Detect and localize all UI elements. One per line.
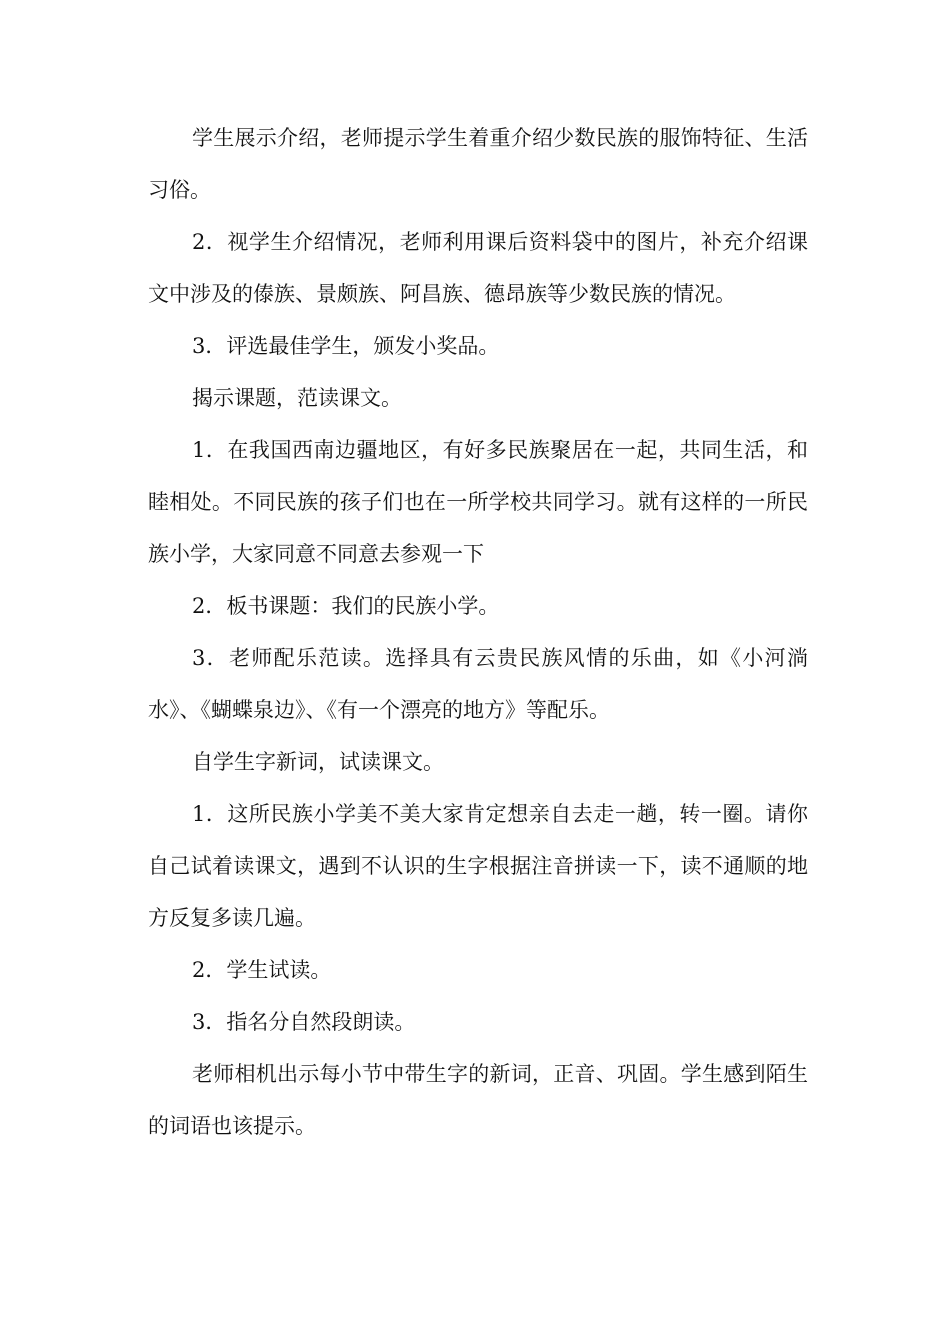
paragraph: 2．视学生介绍情况，老师利用课后资料袋中的图片，补充介绍课文中涉及的傣族、景颇族、阿昌族、德昂族等少数民族的情况。	[148, 230, 808, 306]
paragraph: 3．评选最佳学生，颁发小奖品。	[192, 334, 500, 358]
paragraph: 自学生字新词，试读课文。	[192, 750, 444, 774]
paragraph: 学生展示介绍，老师提示学生着重介绍少数民族的服饰特征、生活习俗。	[148, 126, 808, 202]
paragraph: 1．这所民族小学美不美大家肯定想亲自去走一趟，转一圈。请你自己试着读课文，遇到不认识的生字根据注音拼读一下，读不通顺的地方反复多读几遍。	[148, 802, 808, 930]
paragraph: 2．学生试读。	[192, 958, 332, 982]
paragraph: 3．老师配乐范读。选择具有云贵民族风情的乐曲，如《小河淌水》、《蝴蝶泉边》、《有一个漂亮的地方》等配乐。	[148, 646, 808, 722]
document-body	[148, 112, 808, 1152]
paragraph: 揭示课题，范读课文。	[192, 386, 402, 410]
paragraph: 2．板书课题：我们的民族小学。	[192, 594, 500, 618]
paragraph: 1．在我国西南边疆地区，有好多民族聚居在一起，共同生活，和睦相处。不同民族的孩子们也在一所学校共同学习。就有这样的一所民族小学，大家同意不同意去参观一下	[148, 438, 808, 566]
paragraph: 3．指名分自然段朗读。	[192, 1010, 416, 1034]
paragraph: 老师相机出示每小节中带生字的新词，正音、巩固。学生感到陌生的词语也该提示。	[148, 1062, 808, 1138]
